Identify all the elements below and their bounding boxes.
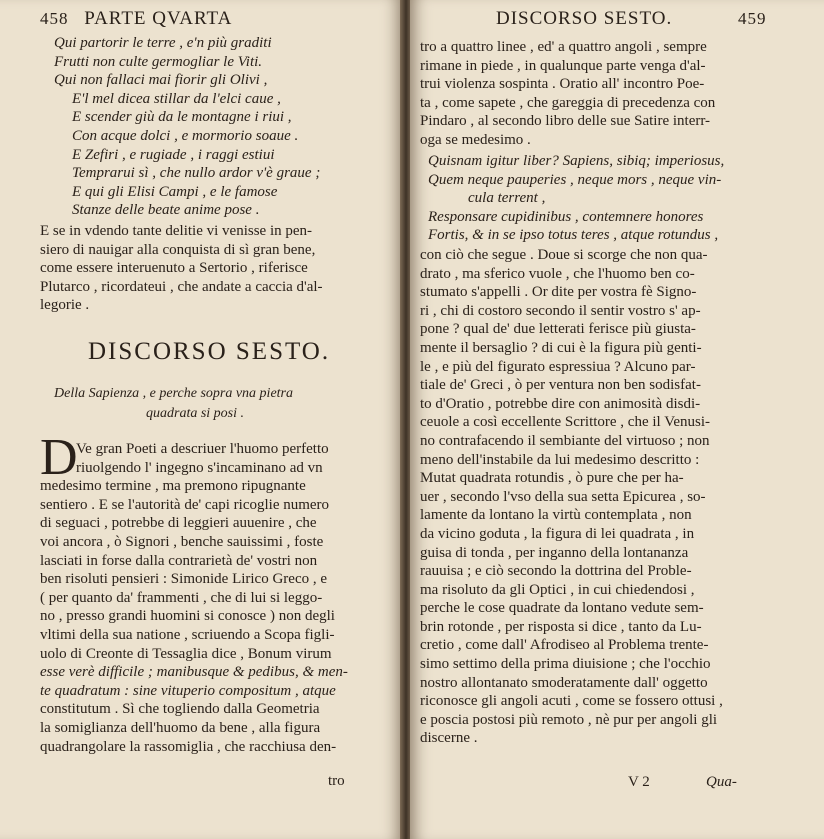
quote-line: Fortis, & in se ipso totus teres , atque rotundus , [428, 227, 719, 244]
verse-line: Frutti non culte germogliar le Viti. [54, 53, 263, 70]
text-line: E se in vdendo tante delitie vi venisse in pen- [40, 223, 313, 239]
text-line: come essere interuenuto a Sertorio , riferisce [40, 260, 308, 277]
text-line: trui violenza sospinta . Oratio all' incontro Poe- [420, 76, 705, 93]
text-line: simo settimo della prima diuisione ; che l'occhio [420, 656, 711, 673]
verse-line: E scender giù da le montagne i riui , [72, 109, 292, 126]
right-opening-text [420, 38, 715, 150]
text-line: riconosce gli angoli acuti , come se fossero ottusi , [420, 693, 723, 710]
prose-paragraph [40, 222, 323, 315]
left-running-title: PARTE QVARTA [84, 8, 233, 29]
text-line: te quadratum : sine vituperio compositum , atque [40, 682, 336, 699]
drop-cap: D [40, 429, 78, 486]
text-line: uolo di Creonte di Tessaglia dice , Bonum virum [40, 645, 332, 662]
text-line: sentiero . E se l'autorità de' capi ricoglie numero [40, 496, 330, 513]
verse-line: Stanze delle beate anime pose . [72, 202, 260, 219]
verse-line: E qui gli Elisi Campi , e le famose [72, 183, 278, 200]
text-line: di seguaci , potrebbe di leggieri auuenire , che [40, 515, 317, 532]
subheading-line: quadrata si posi . [146, 406, 245, 421]
text-line: oga se medesimo . [420, 131, 531, 148]
text-line: voi ancora , ò Signori , benche sauissimi , foste [40, 533, 324, 550]
body-text [40, 440, 348, 756]
verse-line: Con acque dolci , e mormorio soaue . [72, 127, 299, 144]
text-line: discerne . [420, 730, 478, 747]
left-page-number: 458 [40, 9, 69, 28]
text-line: constitutum . Sì che togliendo dalla Geometria [40, 701, 320, 718]
text-line: Mutat quadrata rotundis , ò pure che per ha- [420, 470, 684, 487]
text-line: riuolgendo l' ingegno s'incaminano ad vn [76, 459, 323, 476]
text-line: guisa di tonda , per inganno della lontananza [420, 544, 689, 561]
signature-mark: V 2 [628, 774, 650, 790]
text-line: brin rotonde , per risposta si dice , tanto da Lu- [420, 618, 702, 635]
text-line: ceuole a così eccellente Scrittore , che il Venusi- [420, 414, 711, 431]
text-line: Plutarco , ricordateui , che andate a caccia d'al- [40, 278, 323, 295]
verse-line: E'l mel dicea stillar da l'elci caue , [72, 90, 281, 107]
verse-line: Qui non fallaci mai fiorir gli Olivi , [54, 72, 268, 89]
text-line: cretio , come dall' Afrodiseo al Problema trente- [420, 637, 709, 654]
right-page-number: 459 [737, 9, 767, 28]
text-line: tro a quattro linee , ed' a quattro angoli , sempre [420, 39, 707, 55]
text-line: ( per quanto da' frammenti , che di lui si leggo- [40, 589, 323, 606]
text-line: ta , come sapete , che gareggia di precedenza con [420, 94, 716, 111]
verse-line: Qui partorir le terre , e'n più graditi [54, 35, 272, 51]
text-line: legorie . [40, 297, 90, 314]
right-running-title: DISCORSO SESTO. [496, 8, 673, 29]
text-line: perche le cose quadrate da lontano vedute sem- [420, 600, 704, 617]
text-line: vltimi della sua natione , scriuendo a Scopa figli- [40, 626, 335, 643]
left-catchword: tro [328, 773, 345, 789]
text-line: ri , chi di costoro secondo il sentir vostro s' ap- [420, 302, 701, 319]
text-line: da vicino goduta , la figura di lei quadrata , in [420, 525, 695, 542]
text-line: nostro allontanato smoderatamente dall' oggetto [420, 674, 708, 691]
text-line: con ciò che segue . Doue si scorge che non qua- [420, 247, 708, 263]
text-line: meno dell'instabile da lui medesimo descritto : [420, 451, 700, 468]
text-line: pone ? qual de' due letterati ferisce più giusta- [420, 321, 696, 338]
poem-verse [54, 34, 320, 220]
right-page [410, 0, 824, 839]
right-running-head [496, 8, 766, 30]
text-line: no contrafacendo il sembiante del virtuoso ; non [420, 432, 710, 449]
text-line: Ve gran Poeti a descriuer l'huomo perfetto [76, 441, 329, 457]
text-line: uer , secondo l'vso della sua setta Epicurea , so- [420, 488, 706, 505]
text-line: Pindaro , al secondo libro delle sue Satire interr- [420, 113, 711, 130]
text-line: lasciati in forse dalla contrarietà de' vostri non [40, 552, 318, 569]
quote-line: Responsare cupidinibus , contemnere honores [428, 208, 704, 225]
text-line: no , presso grandi huomini si conosce ) non degli [40, 608, 335, 625]
subheading-line: Della Sapienza , e perche sopra vna pietra [54, 386, 293, 401]
text-line: quadrangolare la rassomiglia , che racchiusa den- [40, 738, 337, 755]
text-line: le , e più del figurato espressiua ? Alcuno par- [420, 358, 696, 375]
text-line: la somiglianza dell'huomo da bene , alla figura [40, 719, 321, 736]
right-catchword: Qua- [706, 774, 737, 790]
text-line: ma risoluto da gli Optici , in cui chiedendosi , [420, 581, 695, 598]
latin-quote [428, 152, 724, 245]
text-line: esse verè difficile ; manibusque & pedibus, & men- [40, 664, 348, 681]
left-running-head [40, 8, 232, 30]
quote-line: Quem neque pauperies , neque mors , neque vin- [428, 171, 722, 188]
chapter-subheading [54, 384, 293, 424]
quote-line: Quisnam igitur liber? Sapiens, sibiq; imperiosus, [428, 153, 725, 169]
verse-line: Temprarui sì , che nullo ardor v'è graue ; [72, 165, 321, 182]
left-page [0, 0, 402, 839]
text-line: to d'Oratio , potrebbe dire con animosità disdi- [420, 395, 701, 412]
text-line: siero di nauigar alla conquista di sì gran bene, [40, 241, 316, 258]
text-line: ben risoluti pensieri : Simonide Lirico Greco , e [40, 571, 328, 588]
text-line: rimane in piede , in qualunque parte venga d'al- [420, 57, 706, 74]
text-line: drato , ma sferico vuole , che l'huomo ben co- [420, 265, 695, 282]
text-line: mente il bersaglio ? di cui è la figura più genti- [420, 339, 702, 356]
text-line: rauuisa ; e ciò secondo la dottrina del Proble- [420, 563, 692, 580]
chapter-heading: DISCORSO SESTO. [88, 338, 331, 365]
text-line: e poscia postosi più remoto , nè pur per angoli gli [420, 711, 718, 728]
text-line: tiale de' Greci , ò per ventura non ben sodisfat- [420, 377, 701, 394]
text-line: lamente da lontano la virtù contemplata , non [420, 507, 692, 524]
text-line: stumato s'appelli . Or dite per vostra fè Signo- [420, 284, 697, 301]
right-body-text [420, 246, 723, 748]
quote-line: cula terrent , [468, 190, 546, 207]
text-line: medesimo termine , ma premono ripugnante [40, 478, 306, 495]
verse-line: E Zefiri , e rugiade , i raggi estiui [72, 146, 275, 163]
